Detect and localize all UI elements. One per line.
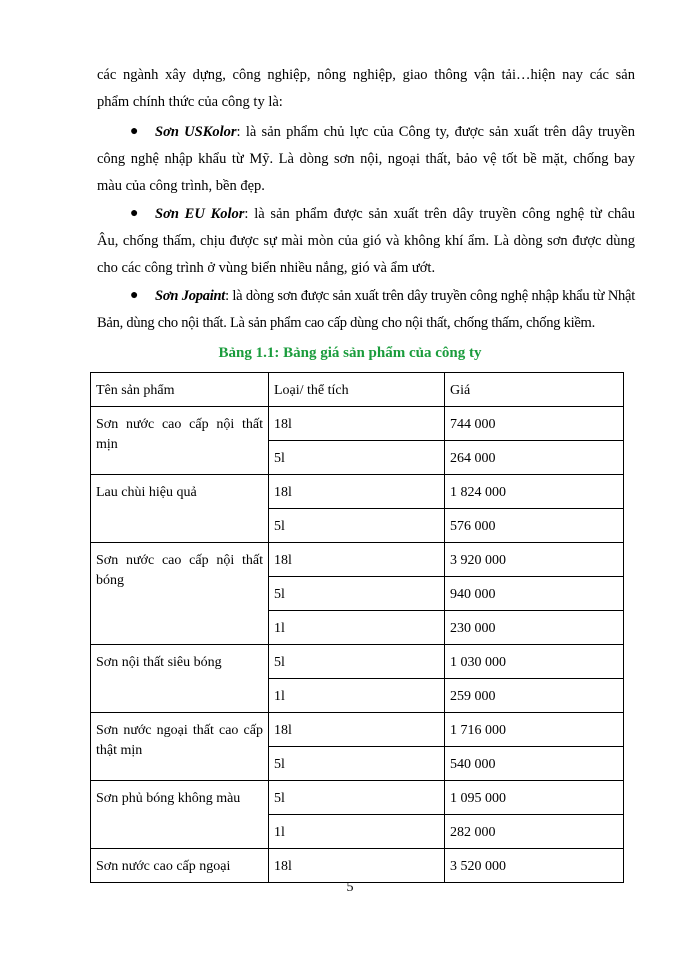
volume-cell: 5l <box>269 441 445 475</box>
paragraph-line <box>97 283 635 310</box>
product-name-cell: Sơn phủ bóng không màu <box>91 781 269 849</box>
price-cell: 259 000 <box>445 679 624 713</box>
paragraph-line: Bản, dùng cho nội thất. Là sản phẩm cao cấp dùng cho nội thất, chống thấm, chống kiềm. <box>97 315 595 331</box>
price-cell: 1 095 000 <box>445 781 624 815</box>
paragraph-line <box>97 201 635 228</box>
product-name-cell: Sơn nước ngoại thất cao cấp thật mịn <box>91 713 269 781</box>
volume-cell: 18l <box>269 713 445 747</box>
page-number: 5 <box>346 880 354 895</box>
volume-cell: 18l <box>269 475 445 509</box>
product-name-cell: Sơn nước cao cấp nội thất bóng <box>91 543 269 645</box>
paragraph-eukolor <box>97 201 635 282</box>
table-caption: Bảng 1.1: Bảng giá sản phẩm của công ty <box>218 345 482 361</box>
bullet-icon: ● <box>130 124 139 139</box>
volume-cell: 1l <box>269 815 445 849</box>
paragraph-line: màu của công trình, bền đẹp. <box>97 178 265 194</box>
price-cell: 540 000 <box>445 747 624 781</box>
paragraph-line <box>97 119 635 146</box>
paragraph-line: cho các công trình ở vùng biển nhiều nắng, gió và ẩm ướt. <box>97 260 436 276</box>
table-row <box>91 543 624 577</box>
price-cell: 3 520 000 <box>445 849 624 883</box>
header-price: Giá <box>445 373 624 407</box>
product-title: Sơn Jopaint <box>155 288 226 304</box>
price-cell: 264 000 <box>445 441 624 475</box>
price-cell: 1 030 000 <box>445 645 624 679</box>
price-cell: 576 000 <box>445 509 624 543</box>
volume-cell: 18l <box>269 407 445 441</box>
product-name-cell: Sơn nước cao cấp nội thất mịn <box>91 407 269 475</box>
price-cell: 282 000 <box>445 815 624 849</box>
paragraph-line: Âu, chống thấm, chịu được sự mài mòn của gió và không khí ẩm. Là dòng sơn được dùng <box>97 233 635 249</box>
volume-cell: 18l <box>269 543 445 577</box>
volume-cell: 5l <box>269 509 445 543</box>
product-name-cell: Sơn nước cao cấp ngoại <box>91 849 269 883</box>
header-product-name: Tên sản phẩm <box>91 373 269 407</box>
volume-cell: 5l <box>269 747 445 781</box>
bullet-icon: ● <box>130 206 139 221</box>
volume-cell: 1l <box>269 611 445 645</box>
table-row <box>91 849 624 883</box>
product-name-cell: Sơn nội thất siêu bóng <box>91 645 269 713</box>
volume-cell: 1l <box>269 679 445 713</box>
header-volume: Loại/ thể tích <box>269 373 445 407</box>
price-cell: 1 716 000 <box>445 713 624 747</box>
bullet-icon: ● <box>130 288 139 303</box>
paragraph-text: : là sản phẩm chủ lực của Công ty, được sản xuất trên dây truyền <box>236 124 635 140</box>
volume-cell: 5l <box>269 781 445 815</box>
product-name-cell: Lau chùi hiệu quả <box>91 475 269 543</box>
paragraph-text: : là dòng sơn được sản xuất trên dây truyền công nghệ nhập khẩu từ Nhật <box>225 288 636 304</box>
intro-line-1: các ngành xây dựng, công nghiệp, nông nghiệp, giao thông vận tải…hiện nay các sản <box>97 67 635 83</box>
price-cell: 940 000 <box>445 577 624 611</box>
product-title: Sơn USKolor <box>155 124 237 140</box>
table-row <box>91 713 624 747</box>
product-title: Sơn EU Kolor <box>155 206 245 222</box>
intro-paragraph <box>97 62 635 116</box>
price-cell: 744 000 <box>445 407 624 441</box>
table-row <box>91 475 624 509</box>
paragraph-uskolor <box>97 119 635 200</box>
price-cell: 230 000 <box>445 611 624 645</box>
volume-cell: 5l <box>269 577 445 611</box>
price-cell: 1 824 000 <box>445 475 624 509</box>
intro-line-2: phẩm chính thức của công ty là: <box>97 94 283 110</box>
volume-cell: 5l <box>269 645 445 679</box>
paragraph-text: : là sản phẩm được sản xuất trên dây truyền công nghệ từ châu <box>244 206 635 222</box>
paragraph-line: công nghệ nhập khẩu từ Mỹ. Là dòng sơn nội, ngoại thất, bảo vệ tốt bề mặt, chống bay <box>97 151 635 167</box>
table-header-row <box>91 373 624 407</box>
volume-cell: 18l <box>269 849 445 883</box>
table-row <box>91 407 624 441</box>
paragraph-jopaint <box>97 283 635 337</box>
table-row <box>91 645 624 679</box>
price-cell: 3 920 000 <box>445 543 624 577</box>
price-table <box>90 372 624 883</box>
table-row <box>91 781 624 815</box>
